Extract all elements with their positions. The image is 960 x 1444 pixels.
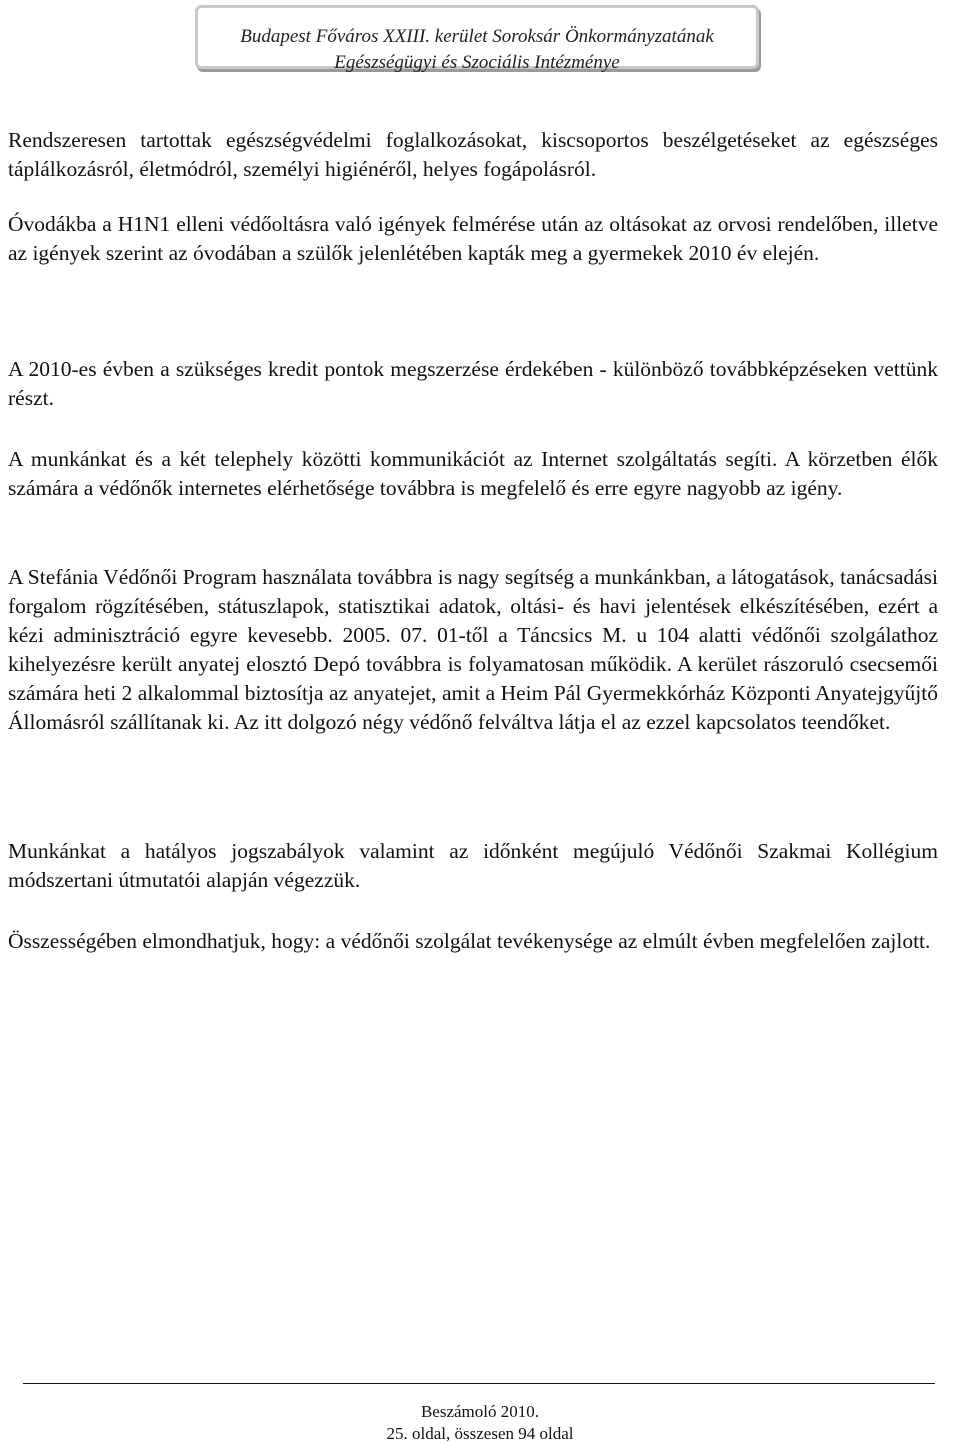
paragraph-stefania-program xyxy=(8,563,938,737)
header-department-line: Egészségügyi és Szociális Intézménye xyxy=(334,52,620,73)
paragraph-health-sessions xyxy=(8,126,938,184)
paragraph-text: A munkánkat és a két telephely közötti kommunikációt az Internet szolgáltatás segíti. A körzetben élők számára a védőnők internetes elérhetősége továbbra is megfelelő és erre egyre nagyobb az igény. xyxy=(8,447,938,500)
footer-divider xyxy=(23,1383,935,1384)
paragraph-text: Óvodákba a H1N1 elleni védőoltásra való igények felmérése után az oltásokat az orvosi rendelőben, illetve az igények szerint az óvodában a szülők jelenlétében kapták meg a gyermekek 2010 év elején. xyxy=(8,212,938,265)
paragraph-regulations xyxy=(8,837,938,895)
document-header xyxy=(195,5,759,73)
paragraph-text: Összességében elmondhatjuk, hogy: a védőnői szolgálat tevékenysége az elmúlt évben megfelelően zajlott. xyxy=(8,929,931,953)
paragraph-internet-communication xyxy=(8,445,938,503)
paragraph-text: A Stefánia Védőnői Program használata továbbra is nagy segítség a munkánkban, a látogatások, tanácsadási forgalom rögzítésében, státuszlapok, statisztikai adatok, oltási- és havi jelentések elkészítésében, ezért a kézi adminisztráció egyre kevesebb. 2005. 07. 01-től a Táncsics M. u 104 alatti védőnői szolgálathoz kihelyezésre került anyatej elosztó Depó továbbra is folyamatosan működik. A kerület rászoruló csecsemői számára heti 2 alkalommal biztosítja az anyatejet, amit a Heim Pál Gyermekkórház Központi Anyatejgyűjtő Állomásról szállítanak ki. Az itt dolgozó négy védőnő felváltva látja el az ezzel kapcsolatos teendőket. xyxy=(8,565,938,734)
footer-report-title: Beszámoló 2010. xyxy=(420,1402,540,1421)
paragraph-summary xyxy=(8,927,938,956)
paragraph-h1n1-vaccination xyxy=(8,210,938,268)
header-institution-line: Budapest Főváros XXIII. kerület Soroksár Önkormányzatának xyxy=(240,26,714,47)
paragraph-text: Rendszeresen tartottak egészségvédelmi foglalkozásokat, kiscsoportos beszélgetéseket az egészséges táplálkozásról, életmódról, személyi higiénéről, helyes fogápolásról. xyxy=(8,128,938,181)
paragraph-text: A 2010-es évben a szükséges kredit pontok megszerzése érdekében - különböző továbbképzéseken vettünk részt. xyxy=(8,357,938,410)
footer-page-number: 25. oldal, összesen 94 oldal xyxy=(386,1424,574,1443)
paragraph-credit-training xyxy=(8,355,938,413)
paragraph-text: Munkánkat a hatályos jogszabályok valamint az időnként megújuló Védőnői Szakmai Kollégium módszertani útmutatói alapján végezzük. xyxy=(8,839,938,892)
